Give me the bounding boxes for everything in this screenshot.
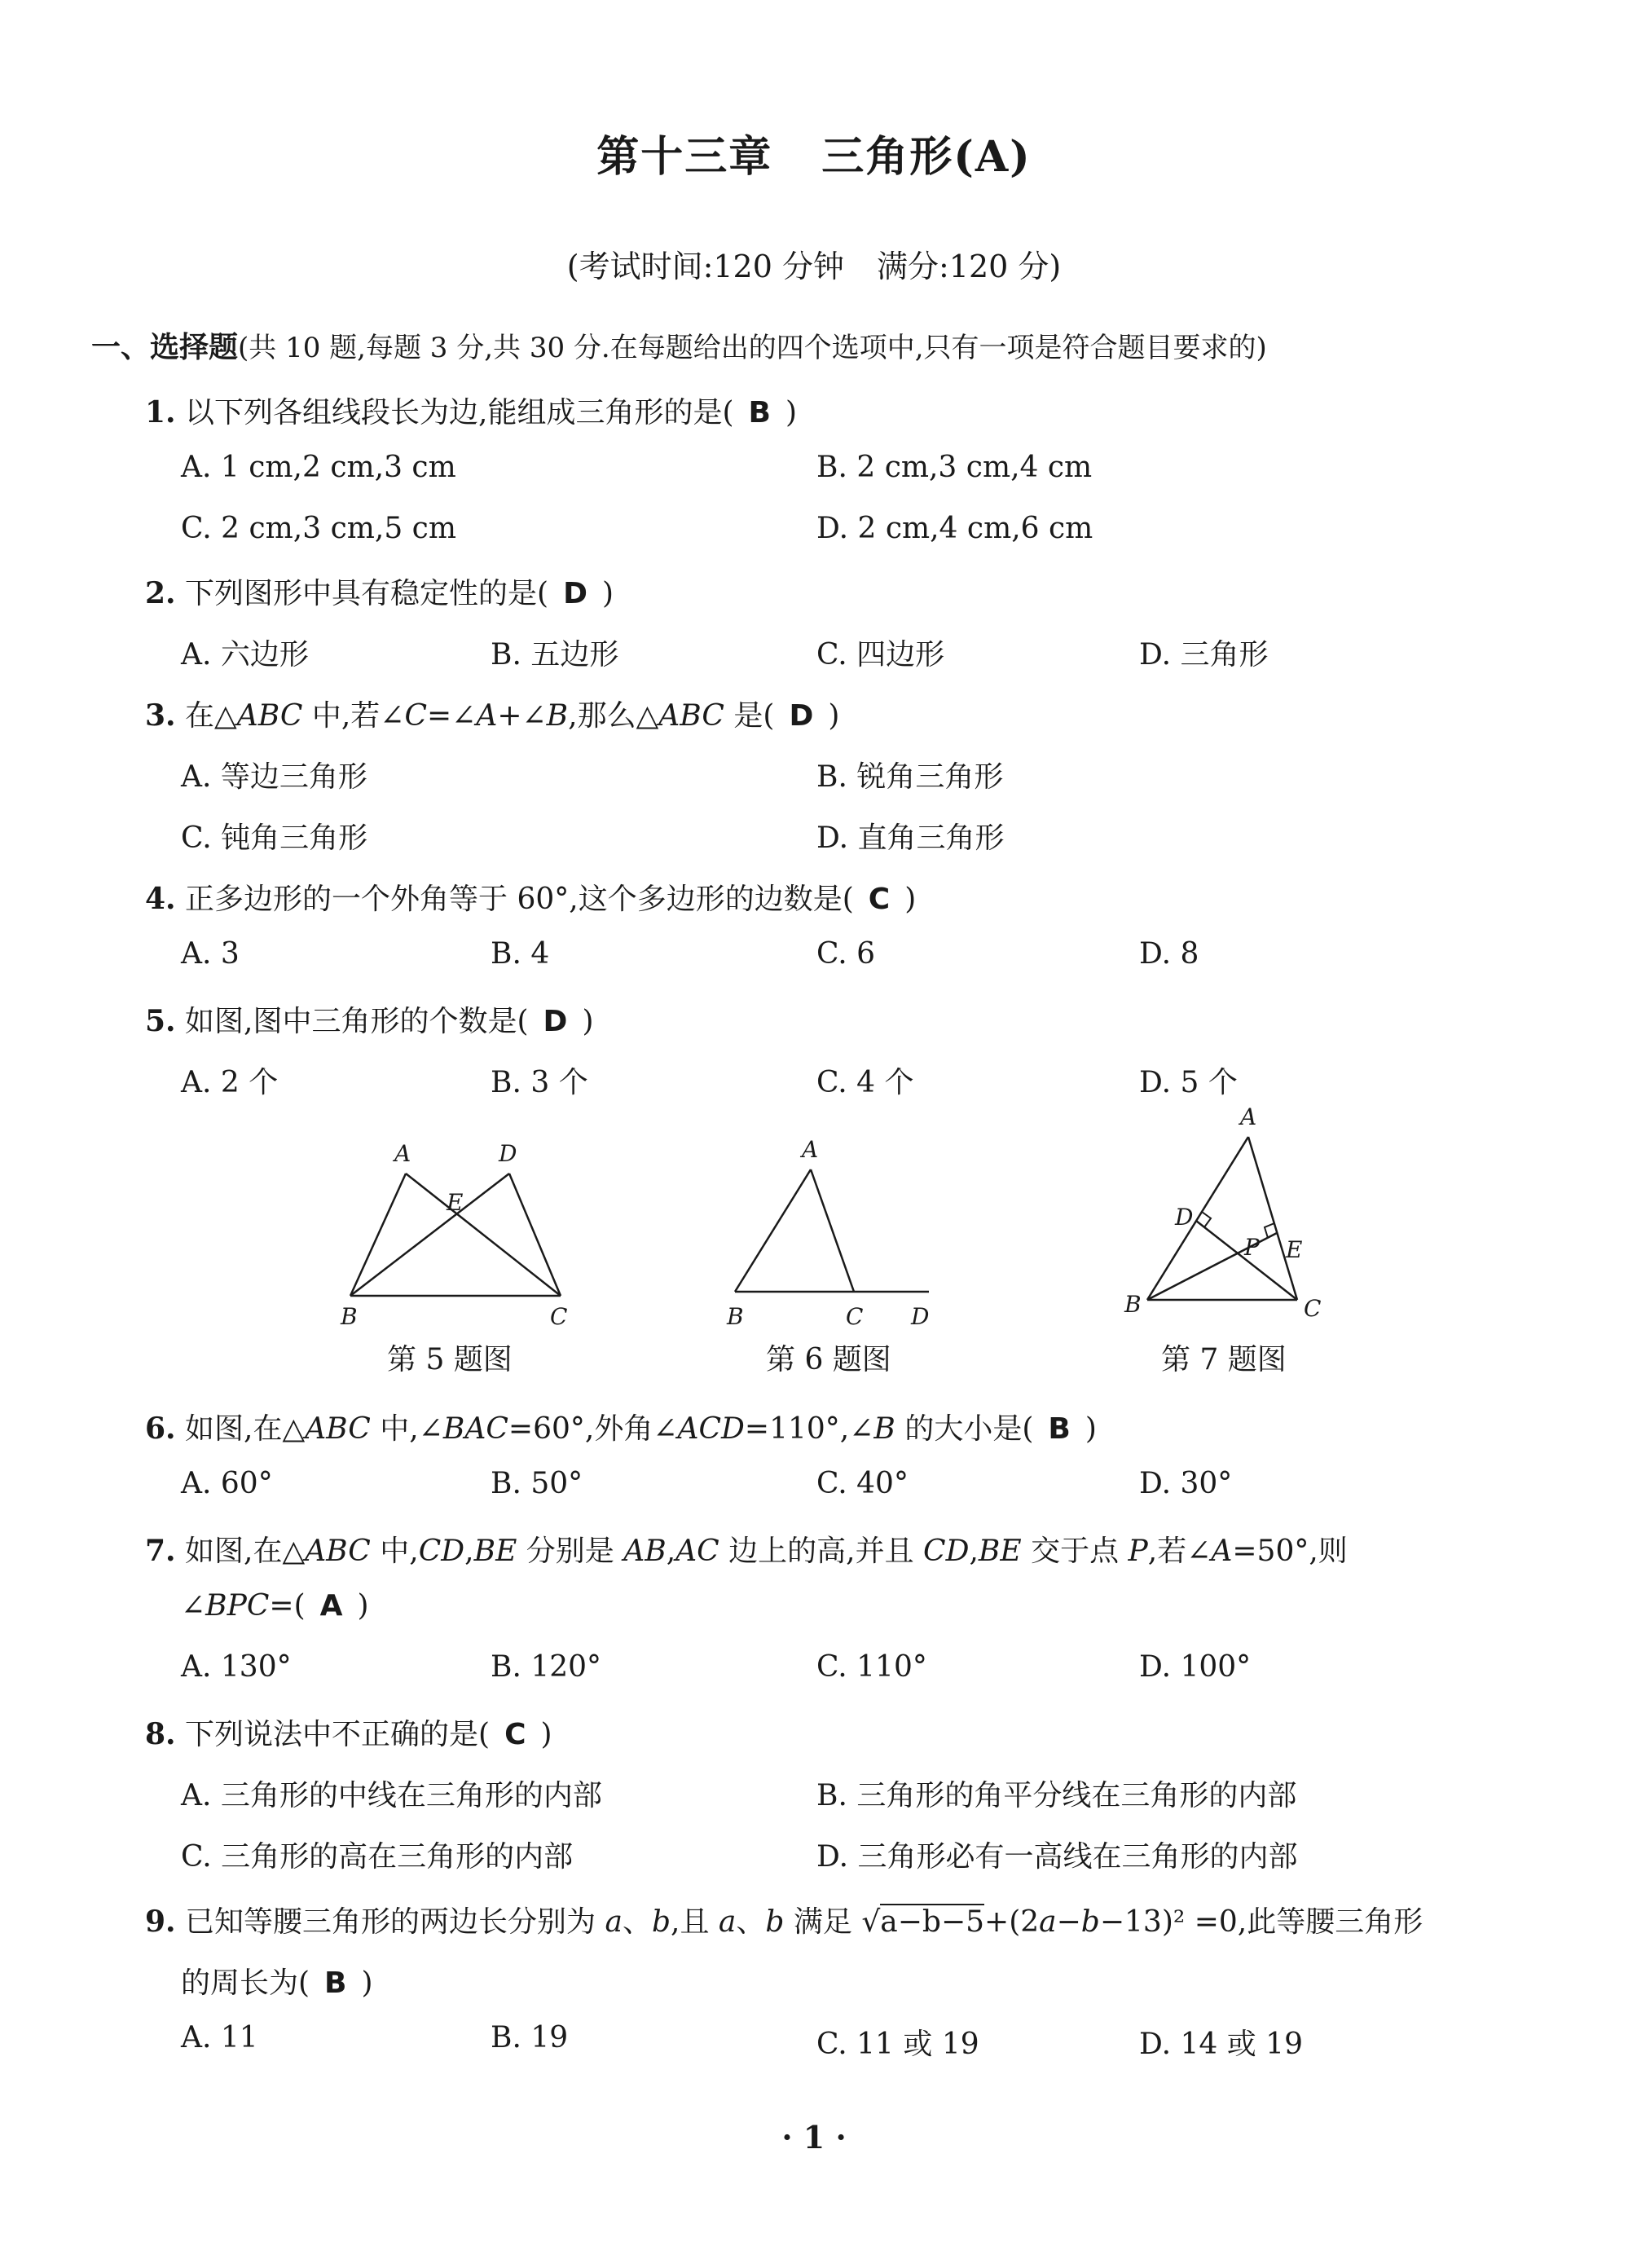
question-2 xyxy=(145,570,614,612)
option-a: A. 3 xyxy=(181,937,240,971)
var: AB xyxy=(623,1535,667,1568)
question-1 xyxy=(145,390,797,431)
question-3 xyxy=(145,693,839,734)
question-text: 正多边形的一个外角等于 60°,这个多边形的边数是( xyxy=(185,883,854,916)
point-label: C xyxy=(1304,1295,1322,1322)
var: CD xyxy=(923,1535,970,1568)
exam-time: (考试时间:120 分钟 xyxy=(566,249,844,284)
point-label: P xyxy=(1244,1234,1260,1261)
section-description: (共 10 题,每题 3 分,共 30 分.在每题给出的四个选项中,只有一项是符合题目要求的) xyxy=(238,332,1267,364)
answer: A xyxy=(319,1589,343,1623)
option-b: B. 50° xyxy=(491,1467,583,1500)
answer: D xyxy=(789,699,814,733)
figure-6 xyxy=(717,1129,953,1328)
paren-close: ) xyxy=(357,1589,369,1623)
var: P xyxy=(1128,1535,1148,1568)
var: b xyxy=(765,1905,785,1939)
right-angle-mark-d xyxy=(1202,1212,1211,1227)
answer: D xyxy=(543,1005,568,1038)
option-a: A. 六边形 xyxy=(181,638,309,672)
text-part: 中,∠ xyxy=(370,1412,443,1446)
point-label: D xyxy=(911,1303,930,1328)
answer: B xyxy=(324,1966,347,2000)
point-label: B xyxy=(1124,1291,1142,1318)
question-number: 5. xyxy=(145,1004,176,1038)
var: b xyxy=(651,1905,671,1939)
paren-close: ) xyxy=(828,699,840,733)
answer: D xyxy=(563,577,587,610)
segment-ab xyxy=(735,1169,811,1292)
question-9-line-2 xyxy=(181,1960,373,2002)
text-part: 已知等腰三角形的两边长分别为 xyxy=(185,1905,605,1939)
figure-5 xyxy=(326,1129,587,1328)
option-c: C. 四边形 xyxy=(816,638,945,672)
chapter-label: 第十三章 xyxy=(596,132,773,182)
point-label: A xyxy=(394,1140,411,1167)
question-number: 6. xyxy=(145,1411,176,1446)
text-part: =110°,∠ xyxy=(744,1412,874,1446)
question-number: 4. xyxy=(145,882,176,916)
option-b: B. 五边形 xyxy=(491,638,619,672)
text-part: , xyxy=(666,1535,676,1568)
segment-dc xyxy=(509,1174,561,1296)
text-part: 中,若∠ xyxy=(302,699,405,733)
question-text: 下列图形中具有稳定性的是( xyxy=(185,577,549,610)
text-part: ,且 xyxy=(671,1905,719,1939)
point-label: E xyxy=(1286,1236,1303,1263)
text-part: 是( xyxy=(724,699,775,733)
option-b: B. 120° xyxy=(491,1650,602,1684)
var: ABC xyxy=(236,699,303,733)
option-b: B. 4 xyxy=(491,937,550,971)
text-part: 的大小是( xyxy=(895,1412,1034,1446)
var: b xyxy=(1080,1905,1100,1939)
segment-ab xyxy=(1147,1137,1248,1300)
text-part: 如图,在△ xyxy=(185,1535,306,1568)
var: C xyxy=(404,699,428,733)
option-d: D. 三角形 xyxy=(1139,638,1269,672)
option-a: A. 三角形的中线在三角形的内部 xyxy=(181,1779,602,1812)
question-9 xyxy=(145,1899,1423,1940)
option-c: C. 11 或 19 xyxy=(816,2028,979,2061)
question-6 xyxy=(145,1406,1097,1447)
question-number: 7. xyxy=(145,1534,176,1568)
answer: C xyxy=(504,1718,526,1751)
var: A xyxy=(476,699,498,733)
answer: B xyxy=(748,396,771,429)
answer: B xyxy=(1048,1412,1071,1446)
segment-ac xyxy=(1248,1137,1297,1300)
figure-7-caption: 第 7 题图 xyxy=(1161,1343,1287,1376)
option-d: D. 直角三角形 xyxy=(816,821,1005,855)
text-part: 中, xyxy=(370,1535,419,1568)
option-c: C. 钝角三角形 xyxy=(181,821,368,855)
section-title: 一、选择题 xyxy=(91,330,239,364)
point-label: D xyxy=(1175,1204,1194,1231)
option-c: C. 6 xyxy=(816,937,876,971)
option-a: A. 1 cm,2 cm,3 cm xyxy=(181,451,456,484)
text-part: =50°,则 xyxy=(1232,1535,1348,1568)
question-number: 1. xyxy=(145,395,176,429)
option-b: B. 2 cm,3 cm,4 cm xyxy=(816,451,1093,484)
option-a: A. 11 xyxy=(181,2021,258,2054)
question-text: 下列说法中不正确的是( xyxy=(185,1718,491,1751)
question-number: 3. xyxy=(145,698,176,733)
point-label: D xyxy=(499,1140,517,1167)
question-number: 8. xyxy=(145,1717,176,1751)
text-part: =( xyxy=(269,1589,306,1623)
text-part: 交于点 xyxy=(1021,1535,1129,1568)
text-part: =60°,外角∠ xyxy=(508,1412,678,1446)
text-part: ∠ xyxy=(181,1589,206,1623)
option-c: C. 2 cm,3 cm,5 cm xyxy=(181,512,456,545)
question-text: 以下列各组线段长为边,能组成三角形的是( xyxy=(185,396,734,429)
point-label: B xyxy=(727,1303,744,1328)
var: A xyxy=(1211,1535,1233,1568)
text-part: 分别是 xyxy=(517,1535,624,1568)
exam-info xyxy=(0,241,1628,286)
option-d: D. 8 xyxy=(1139,937,1199,971)
question-number: 2. xyxy=(145,576,176,610)
text-part: 如图,在△ xyxy=(185,1412,306,1446)
option-b: B. 三角形的角平分线在三角形的内部 xyxy=(816,1779,1297,1812)
figure-5-caption: 第 5 题图 xyxy=(387,1343,513,1376)
paren-close: ) xyxy=(582,1005,594,1038)
question-number: 9. xyxy=(145,1905,176,1939)
option-a: A. 2 个 xyxy=(181,1066,279,1099)
option-b: B. 锐角三角形 xyxy=(816,760,1004,794)
option-b: B. 3 个 xyxy=(491,1066,588,1099)
text-part: ,那么△ xyxy=(568,699,659,733)
text-part: +∠ xyxy=(497,699,547,733)
paren-close: ) xyxy=(540,1718,552,1751)
text-part: , xyxy=(464,1535,474,1568)
paren-close: ) xyxy=(601,577,614,610)
var: ABC xyxy=(305,1412,371,1446)
question-5 xyxy=(145,998,593,1040)
option-d: D. 5 个 xyxy=(1139,1066,1238,1099)
question-text: 如图,图中三角形的个数是( xyxy=(185,1005,529,1038)
var: ABC xyxy=(305,1535,371,1568)
section-header xyxy=(91,324,1267,366)
option-d: D. 三角形必有一高线在三角形的内部 xyxy=(816,1840,1298,1874)
text-part: 满足 √ xyxy=(784,1905,881,1939)
var: a xyxy=(1039,1905,1057,1939)
paren-close: ) xyxy=(904,883,917,916)
figure-6-caption: 第 6 题图 xyxy=(766,1343,891,1376)
text-part: 的周长为( xyxy=(181,1966,310,2000)
text-part: − xyxy=(1056,1905,1081,1939)
paren-close: ) xyxy=(785,396,798,429)
text-part: =∠ xyxy=(427,699,477,733)
page-title xyxy=(0,122,1628,183)
option-a: A. 130° xyxy=(181,1650,292,1684)
var: CD xyxy=(418,1535,465,1568)
figure-7 xyxy=(1108,1096,1353,1328)
point-label: A xyxy=(802,1136,819,1163)
text-part: ,若∠ xyxy=(1147,1535,1212,1568)
var: BE xyxy=(473,1535,517,1568)
question-4 xyxy=(145,876,916,918)
option-b: B. 19 xyxy=(491,2021,569,2054)
var: B xyxy=(873,1412,895,1446)
paren-close: ) xyxy=(1085,1412,1097,1446)
option-c: C. 三角形的高在三角形的内部 xyxy=(181,1840,574,1874)
point-label: B xyxy=(341,1303,358,1328)
sqrt-radicand: a−b−5 xyxy=(880,1905,985,1939)
chapter-topic: 三角形(A) xyxy=(821,132,1032,182)
option-c: C. 110° xyxy=(816,1650,927,1684)
text-part: , xyxy=(969,1535,979,1568)
paren-close: ) xyxy=(361,1966,373,2000)
text-part: +(2 xyxy=(984,1905,1040,1939)
option-d: D. 2 cm,4 cm,6 cm xyxy=(816,512,1093,545)
page-number: · 1 · xyxy=(781,2119,847,2156)
answer: C xyxy=(868,883,891,916)
var: ACD xyxy=(677,1412,745,1446)
option-a: A. 60° xyxy=(181,1467,273,1500)
option-d: D. 14 或 19 xyxy=(1139,2028,1303,2061)
var: BE xyxy=(978,1535,1022,1568)
text-part: 在△ xyxy=(185,699,237,733)
option-d: D. 30° xyxy=(1139,1467,1233,1500)
point-label: C xyxy=(846,1303,864,1328)
option-c: C. 4 个 xyxy=(816,1066,914,1099)
option-d: D. 100° xyxy=(1139,1650,1252,1684)
var: a xyxy=(718,1905,737,1939)
var: a xyxy=(605,1905,623,1939)
var: BAC xyxy=(442,1412,508,1446)
segment-ac xyxy=(811,1169,854,1292)
point-label: A xyxy=(1240,1103,1257,1130)
point-label: E xyxy=(447,1189,464,1216)
question-7-line-2 xyxy=(181,1589,369,1623)
text-part: 、 xyxy=(736,1905,766,1939)
question-7 xyxy=(145,1528,1348,1570)
segment-ab xyxy=(350,1174,406,1296)
var: BPC xyxy=(205,1589,270,1623)
option-c: C. 40° xyxy=(816,1467,909,1500)
var: B xyxy=(546,699,569,733)
question-8 xyxy=(145,1711,552,1753)
text-part: 、 xyxy=(622,1905,652,1939)
var: AC xyxy=(675,1535,719,1568)
text-part: −13)² =0,此等腰三角形 xyxy=(1099,1905,1423,1939)
exam-score: 满分:120 分) xyxy=(877,249,1062,284)
text-part: 边上的高,并且 xyxy=(719,1535,924,1568)
var: ABC xyxy=(658,699,724,733)
option-a: A. 等边三角形 xyxy=(181,760,367,794)
point-label: C xyxy=(550,1303,568,1328)
